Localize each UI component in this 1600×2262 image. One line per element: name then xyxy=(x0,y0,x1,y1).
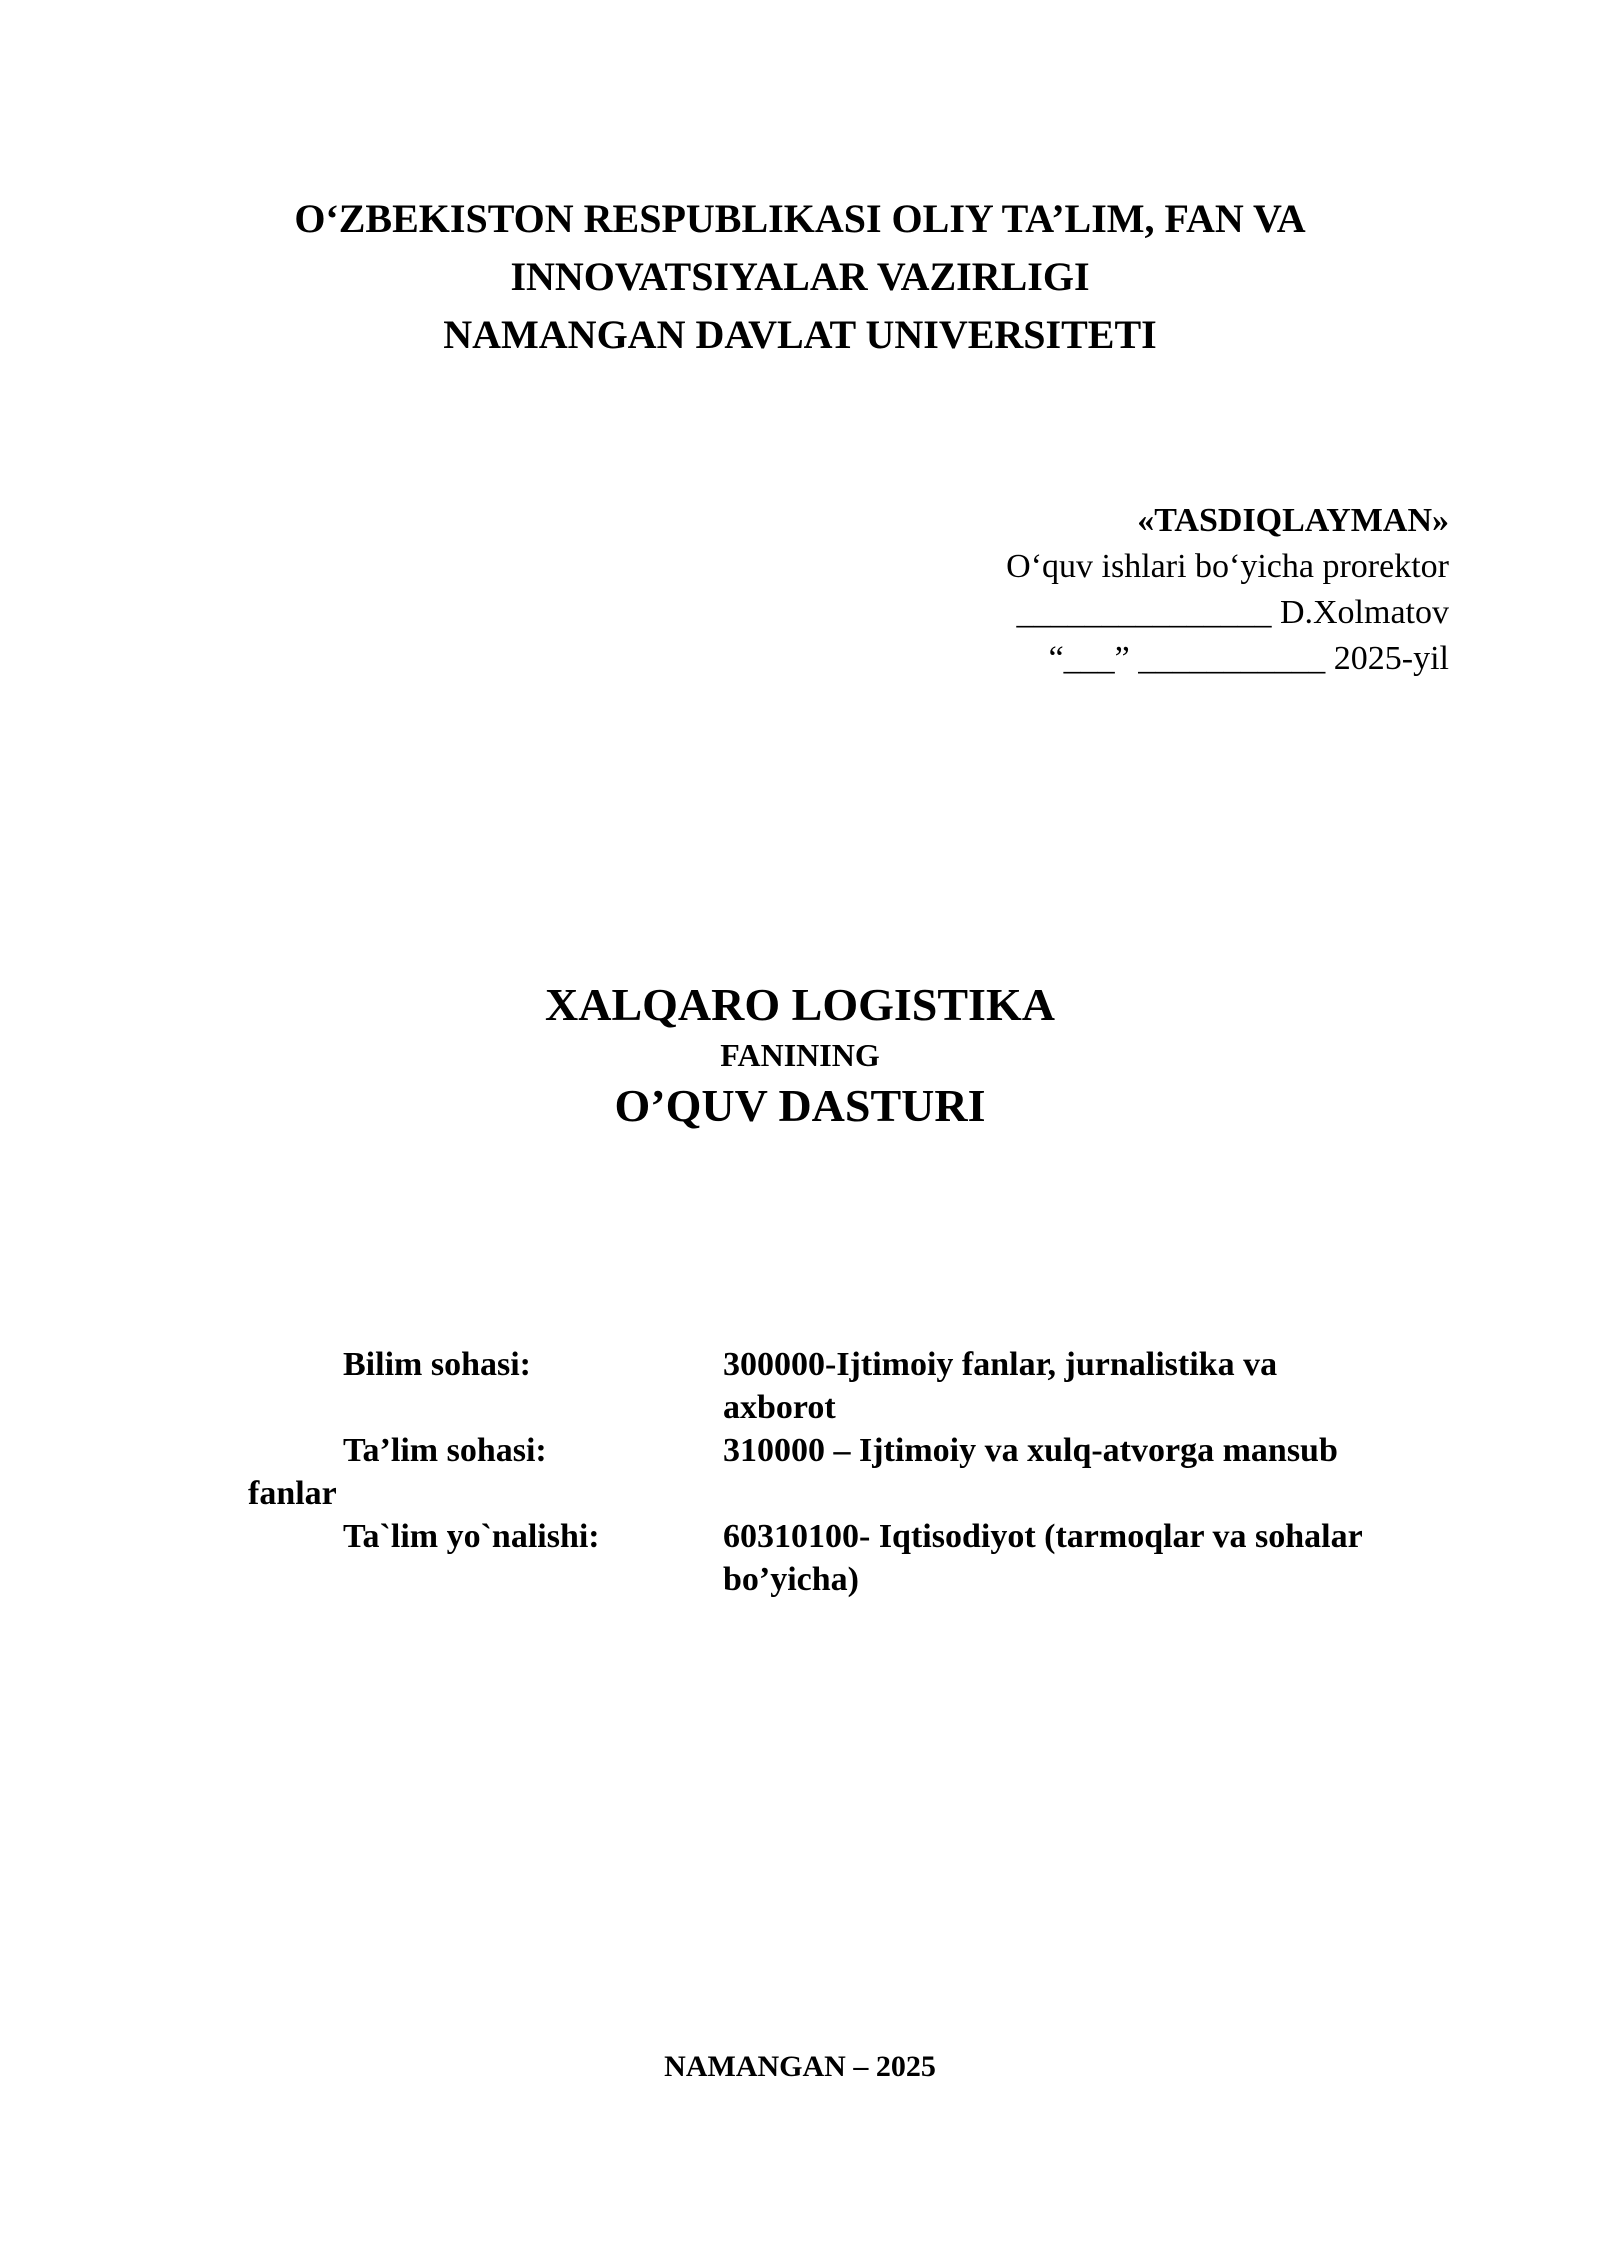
course-title-block xyxy=(200,975,1400,1137)
ministry-header xyxy=(200,190,1400,364)
detail-label: Ta’lim sohasi: xyxy=(343,1432,547,1469)
ministry-name-line-2: INNOVATSIYALAR VAZIRLIGI xyxy=(510,254,1090,299)
approver-position: O‘quv ishlari bo‘yicha prorektor xyxy=(1006,548,1449,585)
approval-title: «TASDIQLAYMAN» xyxy=(1137,502,1449,539)
ministry-name-line-1: O‘ZBEKISTON RESPUBLIKASI OLIY TA’LIM, FAN VA xyxy=(294,196,1306,241)
program-title: O’QUV DASTURI xyxy=(614,1080,986,1131)
course-subtitle: FANINING xyxy=(720,1037,880,1073)
detail-value-line: fanlar xyxy=(248,1475,337,1512)
detail-row-knowledge-area xyxy=(248,1343,1448,1429)
detail-label: Bilim sohasi: xyxy=(343,1346,531,1383)
signature-line: _______________ D.Xolmatov xyxy=(1016,594,1449,631)
detail-row-education-direction xyxy=(248,1515,1448,1601)
detail-row-education-area xyxy=(248,1429,1448,1515)
course-name: XALQARO LOGISTIKA xyxy=(545,979,1055,1030)
city-year-footer: NAMANGAN – 2025 xyxy=(664,2050,936,2083)
detail-value-line: 300000-Ijtimoiy fanlar, jurnalistika va xyxy=(723,1346,1278,1383)
detail-value-line: bo’yicha) xyxy=(723,1561,859,1598)
program-details xyxy=(248,1343,1448,1601)
detail-value-line: 310000 – Ijtimoiy va xulq-atvorga mansub xyxy=(723,1432,1338,1469)
detail-value-line: 60310100- Iqtisodiyot (tarmoqlar va sohalar xyxy=(723,1518,1363,1555)
detail-value-line: axborot xyxy=(723,1389,836,1426)
university-name: NAMANGAN DAVLAT UNIVERSITETI xyxy=(443,312,1157,357)
approval-block xyxy=(1006,498,1449,682)
detail-label: Ta`lim yo`nalishi: xyxy=(343,1518,600,1555)
approval-date-line: “___” ___________ 2025-yil xyxy=(1048,640,1449,677)
